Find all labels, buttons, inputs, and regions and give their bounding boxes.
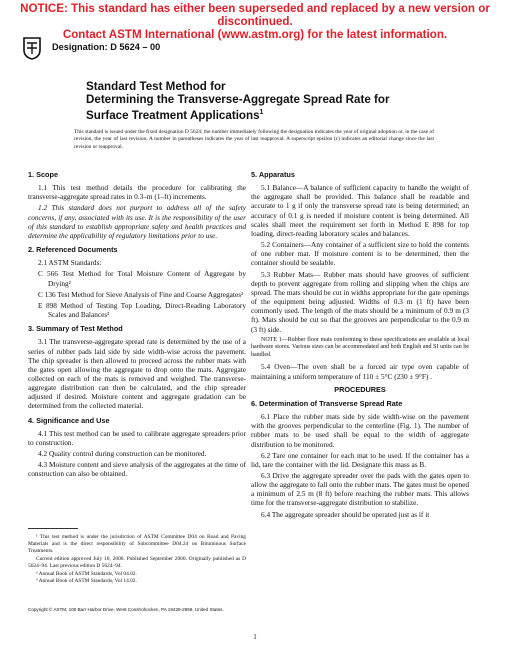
reference-e898: E 898 Method of Testing Top Loading, Direct-Reading Laboratory Scales and Balances³ xyxy=(38,300,246,320)
astm-logo-icon xyxy=(22,36,42,60)
title-line-3-text: Surface Treatment Applications xyxy=(86,108,260,122)
para-6-3: 6.3 Drive the aggregate spreader over the pads with the gates open to allow the aggregate to fall onto the rubber mats. The gates must be opened a minimum of 2.5 m (8 ft) before reaching the rubber mats. This allows time for the transverse-aggregate distribution to stabilize. xyxy=(251,471,469,508)
copyright-line: Copyright © ASTM, 100 Barr Harbor Drive, West Conshohocken, PA 19428-2959, United States. xyxy=(28,607,224,612)
footnotes xyxy=(28,534,246,586)
title-line-2: Determining the Transverse-Aggregate Spread Rate for xyxy=(86,93,390,106)
standard-issue-note: This standard is issued under the fixed designation D 5624; the number immediately following the designation indicates the year of original adoption or, in the case of revision, the year of last revision. A number in parentheses indicates the year of last reapproval. A superscript epsilon (ε) indicates an editorial change since the last revision or reapproval. xyxy=(74,129,434,150)
para-4-3: 4.3 Moisture content and sieve analysis of the aggregates at the time of construction can also be obtained. xyxy=(28,460,246,479)
designation: Designation: D 5624 – 00 xyxy=(52,42,161,52)
procedures-heading: PROCEDURES xyxy=(334,384,386,394)
para-1-1: 1.1 This test method details the procedure for calibrating the transverse-aggregate spread rates in 0.3–m (1–ft) increments. xyxy=(28,183,246,202)
reference-c566: C 566 Test Method for Total Moisture Content of Aggregate by Drying² xyxy=(38,269,246,288)
notice-line-1: NOTICE: This standard has either been superseded and replaced by a new version or discontinued. xyxy=(20,2,490,28)
page-number: 1 xyxy=(253,633,257,641)
section-6-heading: 6. Determination of Transverse Spread Rate xyxy=(251,398,403,408)
para-1-2-text: 1.2 This standard does not purport to address all of the safety concerns, if any, associated with its use. It is the responsibility of the user of this standard to establish appropriate safety and health practices and determine the applicability of regulatory limitations prior to use. xyxy=(28,203,246,240)
para-5-2: 5.2 Containers—Any container of a sufficient size to hold the contents of one rubber mat. If moisture content is to be determined, then the container should be sealable. xyxy=(251,240,469,268)
para-1-2 xyxy=(28,203,246,240)
footnote-3: ³ Annual Book of ASTM Standards, Vol 14.02. xyxy=(36,578,137,585)
section-4-heading: 4. Significance and Use xyxy=(28,415,110,425)
para-2-1: 2.1 ASTM Standards: xyxy=(38,258,102,268)
document-title xyxy=(86,80,446,122)
footnote-1-edition: Current edition approved July 10, 2000. Published September 2000. Originally published as D 5624–94. Last previous edition D 5624–94. xyxy=(28,555,246,569)
section-1-heading: 1. Scope xyxy=(28,170,59,179)
para-4-1: 4.1 This test method can be used to calibrate aggregate spreaders prior to construction. xyxy=(28,428,246,447)
para-6-1: 6.1 Place the rubber mats side by side width-wise on the pavement with the grooves perpendicular to the centerline (Fig. 1). The number of rubber mats to be used shall be equal to the width of aggregate distribution to be monitored. xyxy=(251,412,469,449)
para-4-2: 4.2 Quality control during construction can be monitored. xyxy=(38,449,207,459)
footnote-2: ² Annual Book of ASTM Standards, Vol 04.02. xyxy=(36,570,137,577)
title-line-3 xyxy=(86,106,446,122)
para-5-1: 5.1 Balance—A balance of sufficient capacity to handle the weight of the aggregate shall be provided. This balance shall be readable and accurate to 1 g if only the transverse spread rate is being determined; an accuracy of 0.1 g is needed if moisture content is being determined. All scales shall meet the requirement set forth in Method E 898 for top loading, direct-reading laboratory scales and balances. xyxy=(251,183,469,238)
footnote-divider xyxy=(28,528,78,529)
para-6-2: 6.2 Tare one container for each mat to be used. If the container has a lid, tare the container with the lid. Designate this mass as B. xyxy=(251,450,469,469)
para-5-3: 5.3 Rubber Mats— Rubber mats should have grooves of sufficient depth to prevent aggregate from rolling and slipping when the chips are spread. The mats should be cut in widths appropriate for the gate openings of the equipment being adjusted. Widths of 0.3 m (1 ft) have been commonly used. The length of the mats should be a minimum of 0.9 m (3 ft). Mats should be cut so that the grooves are perpendicular to the 0.9 m (3 ft) side. xyxy=(251,269,469,334)
reference-c136: C 136 Test Method for Sieve Analysis of Fine and Coarse Aggregates² xyxy=(38,289,244,299)
note-1: NOTE 1—Rubber floor mats conforming to these specifications are available at local hardware stores. Various sizes can be accommodated and both English and SI units can be handled. xyxy=(251,336,469,358)
section-2-heading: 2. Referenced Documents xyxy=(28,245,118,255)
para-5-4: 5.4 Oven—The oven shall be a forced air type oven capable of maintaining a uniform temperature of 110 ± 5°C (230 ± 9°F) . xyxy=(251,362,469,381)
section-3-heading: 3. Summary of Test Method xyxy=(28,324,123,334)
section-5-heading: 5. Apparatus xyxy=(251,170,295,179)
left-column xyxy=(28,165,246,481)
supersession-notice xyxy=(0,2,510,41)
title-line-1: Standard Test Method for xyxy=(86,80,226,93)
para-6-4: 6.4 The aggregate spreader should be operated just as if it xyxy=(261,509,430,519)
notice-line-2: Contact ASTM International (www.astm.org) for the latest information. xyxy=(62,28,448,41)
para-3-1: 3.1 The transverse-aggregate spread rate is determined by the use of a series of rubber pads laid side by side width-wise across the pavement. The chip spreader is then allowed to proceed across the rubber mats with the gates open allowing the aggregate to drop onto the mats. Aggregate collected on each of the mats is removed and weighed. The transverse-aggregate distribution can then be calculated, and the chip spreader adjusted if desired. Moisture content and aggregate gradation can be determined from the collected material. xyxy=(28,337,246,411)
right-column xyxy=(251,165,469,521)
footnote-1: ¹ This test method is under the jurisdiction of ASTM Committee D04 on Road and Paving Materials and is the direct responsibility of Subcommittee D04.24 on Bituminous Surface Treatments. xyxy=(28,534,246,554)
title-footnote-mark: 1 xyxy=(259,109,264,116)
